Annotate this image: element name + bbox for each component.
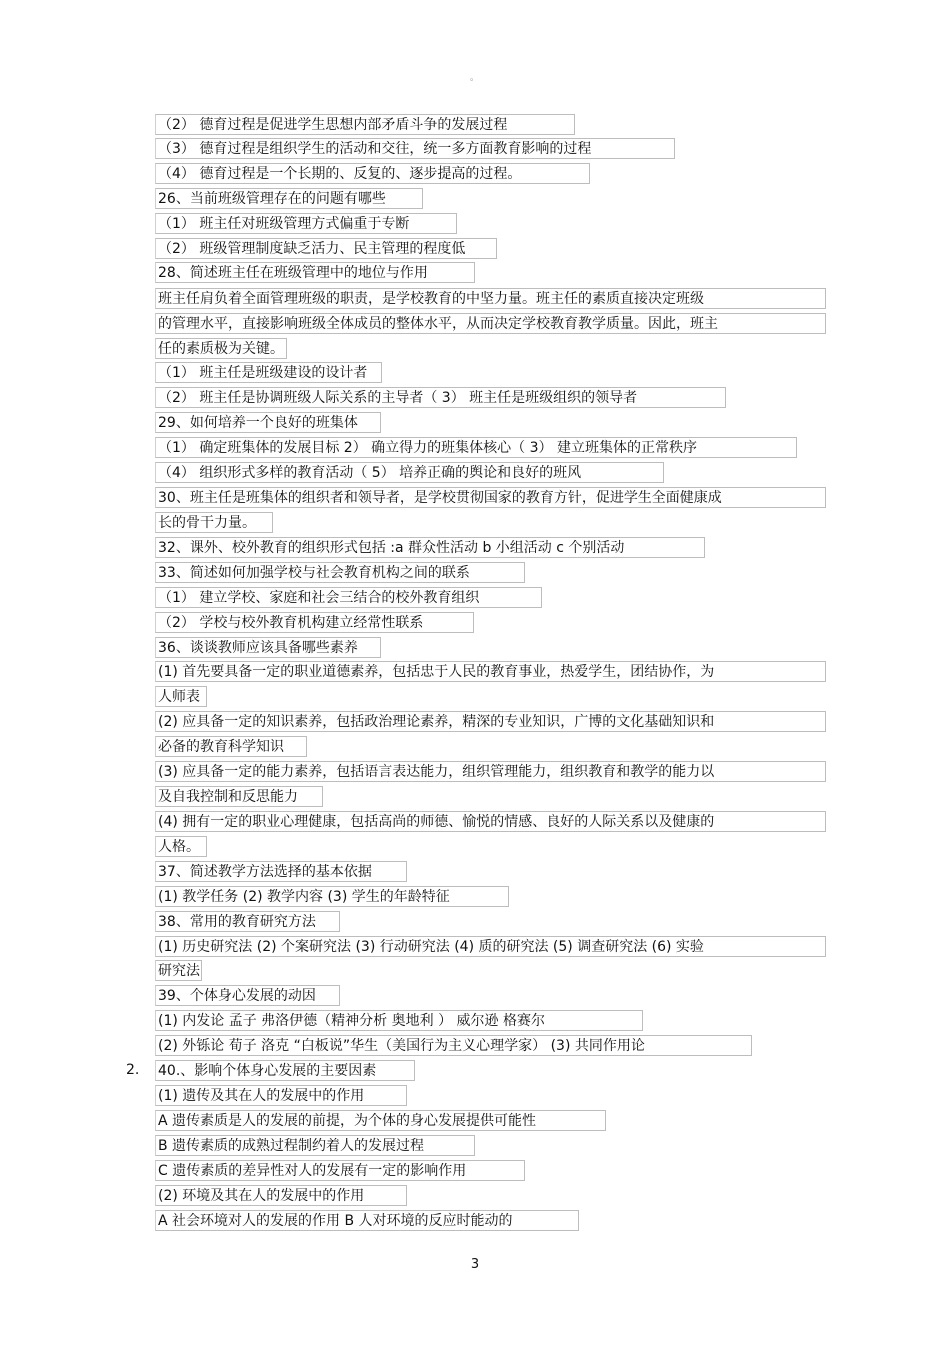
section-heading: 38、常用的教育研究方法 [155,911,340,932]
text-line: 班主任肩负着全面管理班级的职责，是学校教育的中坚力量。班主任的素质直接决定班级 [155,288,826,309]
text-line: 30、班主任是班集体的组织者和领导者，是学校贯彻国家的教育方针，促进学生全面健康成 [155,487,826,508]
text-line: (2) 环境及其在人的发展中的作用 [155,1185,407,1206]
section-heading: 29、如何培养一个良好的班集体 [155,412,381,433]
text-line: (2) 应具备一定的知识素养，包括政治理论素养，精深的专业知识，广博的文化基础知识和 [155,711,826,732]
text-line: （4） 德育过程是一个长期的、反复的、逐步提高的过程。 [155,163,590,184]
section-heading: 32、课外、校外教育的组织形式包括 :a 群众性活动 b 小组活动 c 个别活动 [155,537,705,558]
text-line: 及自我控制和反思能力 [155,786,323,807]
section-heading: 28、简述班主任在班级管理中的地位与作用 [155,262,475,283]
text-line: （4） 组织形式多样的教育活动（ 5） 培养正确的舆论和良好的班风 [155,462,664,483]
text-line: (1) 历史研究法 (2) 个案研究法 (3) 行动研究法 (4) 质的研究法 (5) 调查研究法 (6) 实验 [155,936,826,957]
text-line: 人格。 [155,836,207,857]
text-line: 任的素质极为关键。 [155,338,287,359]
text-line: （2） 班级管理制度缺乏活力、民主管理的程度低 [155,238,497,259]
text-line: （1） 班主任对班级管理方式偏重于专断 [155,213,457,234]
section-heading: 37、简述教学方法选择的基本依据 [155,861,407,882]
text-line: (3) 应具备一定的能力素养，包括语言表达能力，组织管理能力，组织教育和教学的能力以 [155,761,826,782]
section-heading: 33、简述如何加强学校与社会教育机构之间的联系 [155,562,525,583]
text-line: 必备的教育科学知识 [155,736,307,757]
text-line: (1) 内发论 孟子 弗洛伊德（精神分析 奥地利 ） 威尔逊 格赛尔 [155,1010,643,1031]
text-line: （2） 德育过程是促进学生思想内部矛盾斗争的发展过程 [155,114,575,135]
text-line: （2） 班主任是协调班级人际关系的主导者（ 3） 班主任是班级组织的领导者 [155,387,726,408]
text-line: (1) 教学任务 (2) 教学内容 (3) 学生的年龄特征 [155,886,509,907]
text-line: 的管理水平，直接影响班级全体成员的整体水平，从而决定学校教育教学质量。因此，班主 [155,313,826,334]
text-line: 研究法 [155,960,202,981]
text-line: C 遗传素质的差异性对人的发展有一定的影响作用 [155,1160,525,1181]
section-heading: 26、当前班级管理存在的问题有哪些 [155,188,423,209]
text-line: (4) 拥有一定的职业心理健康，包括高尚的师德、愉悦的情感、良好的人际关系以及健康的 [155,811,826,832]
header-mark: 。 [470,73,480,83]
text-line: （2） 学校与校外教育机构建立经常性联系 [155,612,474,633]
list-marker: 2. [126,1062,140,1078]
text-line: A 社会环境对人的发展的作用 B 人对环境的反应时能动的 [155,1210,579,1231]
text-line: 人师表 [155,686,207,707]
text-line: A 遗传素质是人的发展的前提，为个体的身心发展提供可能性 [155,1110,606,1131]
text-line: （1） 建立学校、家庭和社会三结合的校外教育组织 [155,587,542,608]
page-number: 3 [470,1257,480,1272]
text-line: B 遗传素质的成熟过程制约着人的发展过程 [155,1135,475,1156]
text-line: （3） 德育过程是组织学生的活动和交往，统一多方面教育影响的过程 [155,138,675,159]
text-line: 长的骨干力量。 [155,512,273,533]
text-line: (1) 首先要具备一定的职业道德素养，包括忠于人民的教育事业，热爱学生，团结协作，为 [155,661,826,682]
text-line: （1） 确定班集体的发展目标 2） 确立得力的班集体核心（ 3） 建立班集体的正常秩序 [155,437,797,458]
section-heading: 36、谈谈教师应该具备哪些素养 [155,637,381,658]
text-line: (1) 遗传及其在人的发展中的作用 [155,1085,407,1106]
section-heading: 40.、影响个体身心发展的主要因素 [155,1060,415,1081]
text-line: （1） 班主任是班级建设的设计者 [155,362,382,383]
section-heading: 39、个体身心发展的动因 [155,985,340,1006]
text-line: (2) 外铄论 荀子 洛克 “白板说”华生（美国行为主义心理学家） (3) 共同作用论 [155,1035,752,1056]
